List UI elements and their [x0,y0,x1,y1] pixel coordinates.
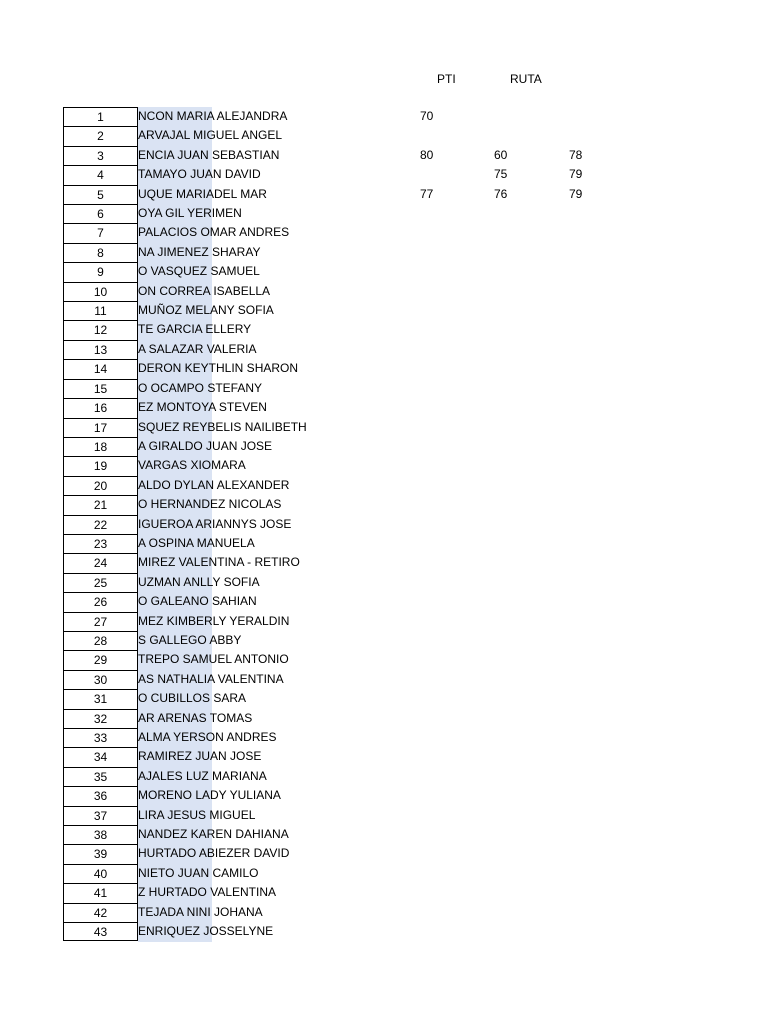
score-cell-1[interactable]: 80 [420,147,434,162]
row-number-cell[interactable]: 15 [63,379,138,398]
row-number-cell[interactable]: 43 [63,922,138,941]
student-name-cell[interactable]: MIREZ VALENTINA - RETIRO [138,555,300,570]
student-name-cell[interactable]: A SALAZAR VALERIA [138,341,257,356]
table-row [63,262,763,281]
student-name-cell[interactable]: AJALES LUZ MARIANA [138,768,267,783]
row-number-cell[interactable]: 18 [63,437,138,456]
row-number-cell[interactable]: 8 [63,243,138,262]
table-row [63,767,763,786]
table-row [63,883,763,902]
student-name-cell[interactable]: UQUE MARIADEL MAR [138,186,267,201]
score-cell-2[interactable]: 75 [494,167,508,182]
column-header-pti: PTI [437,72,456,86]
student-name-cell[interactable]: O HERNANDEZ NICOLAS [138,497,282,512]
table-row [63,476,763,495]
row-number-cell[interactable]: 1 [63,107,138,126]
student-name-cell[interactable]: Z HURTADO VALENTINA [138,885,277,900]
student-name-cell[interactable]: OYA GIL YERIMEN [138,206,242,221]
table-row [63,282,763,301]
table-row [63,223,763,242]
row-number-cell[interactable]: 19 [63,456,138,475]
row-number-cell[interactable]: 29 [63,650,138,669]
row-number-cell[interactable]: 11 [63,301,138,320]
table-row [63,495,763,514]
student-name-cell[interactable]: PALACIOS OMAR ANDRES [138,225,290,240]
row-number-cell[interactable]: 32 [63,709,138,728]
table-row [63,165,763,184]
row-number-cell[interactable]: 20 [63,476,138,495]
table-row [63,612,763,631]
table-row [63,573,763,592]
table-row [63,592,763,611]
row-number-cell[interactable]: 25 [63,573,138,592]
student-name-cell[interactable]: O OCAMPO STEFANY [138,380,263,395]
student-name-cell[interactable]: IGUEROA ARIANNYS JOSE [138,516,292,531]
table-row [63,631,763,650]
student-name-cell[interactable]: NANDEZ KAREN DAHIANA [138,827,289,842]
student-name-cell[interactable]: NIETO JUAN CAMILO [138,865,259,880]
row-number-cell[interactable]: 36 [63,786,138,805]
row-number-cell[interactable]: 9 [63,262,138,281]
row-number-cell[interactable]: 34 [63,747,138,766]
table-row [63,301,763,320]
row-number-cell[interactable]: 30 [63,670,138,689]
student-name-cell[interactable]: VARGAS XIOMARA [138,458,246,473]
student-name-cell[interactable]: ENCIA JUAN SEBASTIAN [138,147,280,162]
score-cell-1[interactable]: 70 [420,109,434,123]
row-number-cell[interactable]: 13 [63,340,138,359]
row-number-cell[interactable]: 12 [63,320,138,339]
table-row [63,864,763,883]
row-number-cell[interactable]: 28 [63,631,138,650]
student-name-cell[interactable]: A OSPINA MANUELA [138,535,255,550]
row-number-cell[interactable]: 7 [63,223,138,242]
table-row [63,903,763,922]
score-cell-2[interactable]: 76 [494,186,508,201]
student-name-cell[interactable]: NCON MARIA ALEJANDRA [138,109,288,123]
row-number-cell[interactable]: 21 [63,495,138,514]
row-number-cell[interactable]: 35 [63,767,138,786]
table-row [63,825,763,844]
table-row [63,398,763,417]
table-row [63,146,763,165]
table-row [63,747,763,766]
student-name-cell[interactable]: ALDO DYLAN ALEXANDER [138,477,290,492]
student-name-cell[interactable]: TE GARCIA ELLERY [138,322,252,337]
table-row [63,844,763,863]
student-name-cell[interactable]: RAMIREZ JUAN JOSE [138,749,262,764]
row-number-cell[interactable]: 38 [63,825,138,844]
student-name-cell[interactable]: A GIRALDO JUAN JOSE [138,438,273,453]
student-name-cell[interactable]: TEJADA NINI JOHANA [138,904,263,919]
row-number-cell[interactable]: 33 [63,728,138,747]
student-name-cell[interactable]: O CUBILLOS SARA [138,691,247,706]
table-row [63,728,763,747]
row-number-cell[interactable]: 4 [63,165,138,184]
student-name-cell[interactable]: ALMA YERSON ANDRES [138,730,277,744]
student-name-cell[interactable]: ON CORREA ISABELLA [138,283,271,298]
student-name-cell[interactable]: HURTADO ABIEZER DAVID [138,846,290,861]
row-number-cell[interactable]: 37 [63,806,138,825]
row-number-cell[interactable]: 39 [63,844,138,863]
table-row [63,786,763,805]
student-name-cell[interactable]: EZ MONTOYA STEVEN [138,400,267,415]
student-name-cell[interactable]: UZMAN ANLLY SOFIA [138,574,260,589]
row-number-cell[interactable]: 3 [63,146,138,165]
student-table [63,107,763,941]
row-number-cell[interactable]: 42 [63,903,138,922]
student-name-cell[interactable]: TAMAYO JUAN DAVID [138,167,261,182]
row-number-cell[interactable]: 23 [63,534,138,553]
table-row [63,534,763,553]
student-name-cell[interactable]: ARVAJAL MIGUEL ANGEL [138,128,283,143]
table-row [63,806,763,825]
row-number-cell[interactable]: 2 [63,126,138,145]
score-cell-2[interactable]: 60 [494,147,508,162]
student-name-cell[interactable]: TREPO SAMUEL ANTONIO [138,652,289,667]
score-cell-3[interactable]: 79 [569,167,583,182]
row-number-cell[interactable]: 16 [63,398,138,417]
table-row [63,650,763,669]
table-row [63,709,763,728]
student-name-cell[interactable]: AR ARENAS TOMAS [138,710,253,725]
row-number-cell[interactable]: 5 [63,185,138,204]
student-name-cell[interactable]: O VASQUEZ SAMUEL [138,264,260,279]
student-name-cell[interactable]: SQUEZ REYBELIS NAILIBETH [138,419,307,434]
table-row [63,107,763,126]
student-name-cell[interactable]: MUÑOZ MELANY SOFIA [138,303,274,318]
row-number-cell[interactable]: 31 [63,689,138,708]
table-row [63,922,763,941]
table-row [63,204,763,223]
table-row [63,515,763,534]
table-row [63,126,763,145]
row-number-cell[interactable]: 26 [63,592,138,611]
student-name-cell[interactable]: MORENO LADY YULIANA [138,788,281,803]
row-number-cell[interactable]: 40 [63,864,138,883]
table-row [63,689,763,708]
table-row [63,185,763,204]
table-row [63,379,763,398]
score-cell-1[interactable]: 77 [420,186,434,201]
student-name-cell[interactable]: DERON KEYTHLIN SHARON [138,361,299,376]
row-number-cell[interactable]: 10 [63,282,138,301]
student-name-cell[interactable]: S GALLEGO ABBY [138,632,242,647]
table-row [63,418,763,437]
table-row [63,320,763,339]
table-row [63,243,763,262]
row-number-cell[interactable]: 27 [63,612,138,631]
score-cell-3[interactable]: 78 [569,147,583,162]
row-number-cell[interactable]: 14 [63,359,138,378]
row-number-cell[interactable]: 41 [63,883,138,902]
table-row [63,340,763,359]
student-name-cell[interactable]: AS NATHALIA VALENTINA [138,671,284,686]
column-header-ruta: RUTA [510,72,542,86]
row-number-cell[interactable]: 17 [63,418,138,437]
table-row [63,456,763,475]
table-row [63,670,763,689]
row-number-cell[interactable]: 24 [63,553,138,572]
table-row [63,359,763,378]
table-row [63,437,763,456]
table-row [63,553,763,572]
student-name-cell[interactable]: ENRIQUEZ JOSSELYNE [138,924,274,939]
student-name-cell[interactable]: NA JIMENEZ SHARAY [138,244,261,259]
student-name-cell[interactable]: MEZ KIMBERLY YERALDIN [138,613,290,628]
score-cell-3[interactable]: 79 [569,186,583,201]
student-name-cell[interactable]: LIRA JESUS MIGUEL [138,807,256,822]
row-number-cell[interactable]: 22 [63,515,138,534]
row-number-cell[interactable]: 6 [63,204,138,223]
student-name-cell[interactable]: O GALEANO SAHIAN [138,594,257,609]
